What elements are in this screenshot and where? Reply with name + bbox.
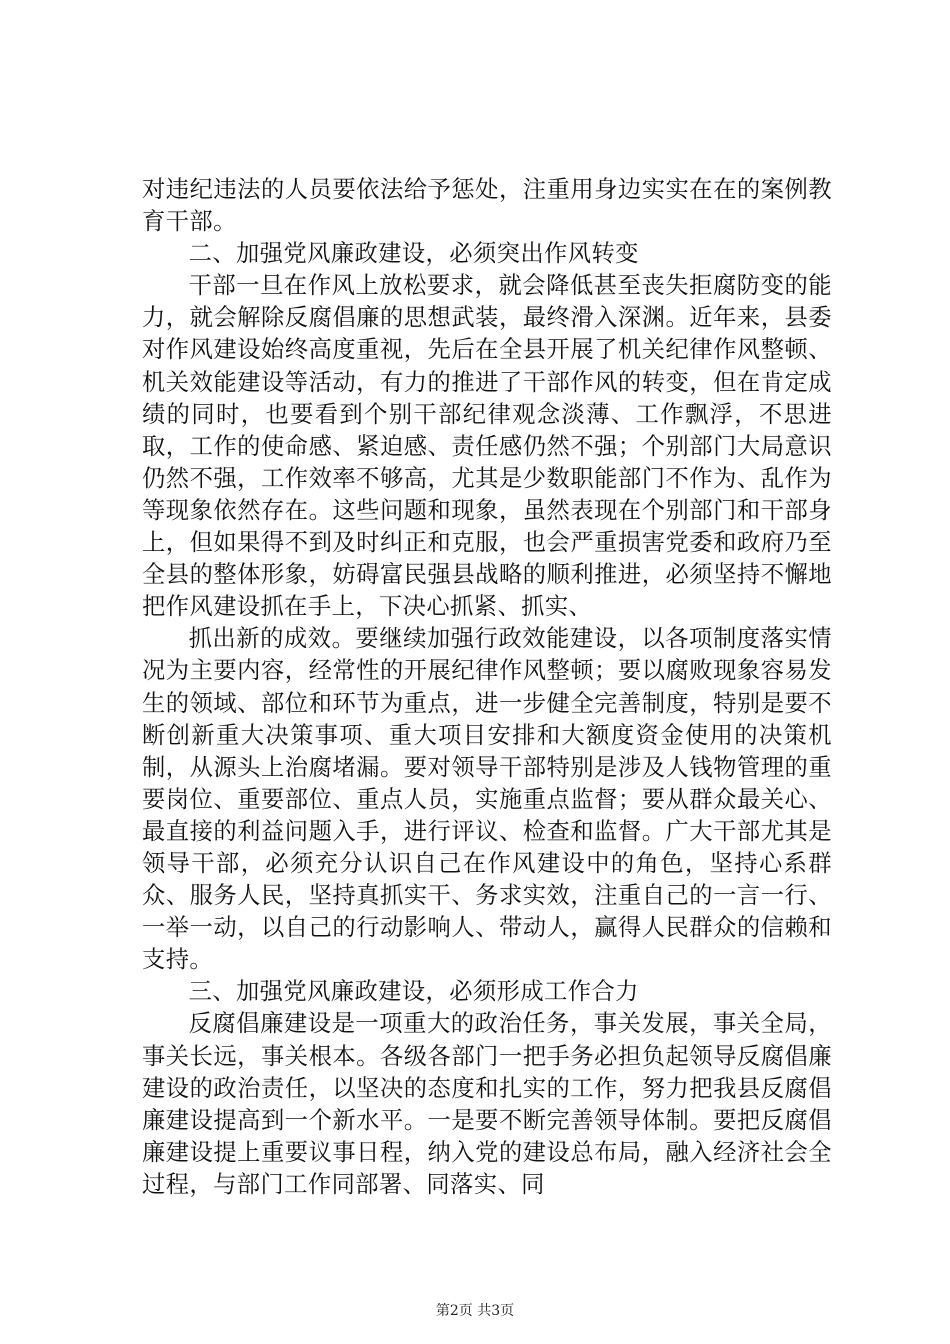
page-number-label: 第2页 共3页 — [435, 1303, 515, 1319]
section-heading-3: 三、加强党风廉政建设，必须形成工作合力 — [188, 978, 639, 1006]
paragraph-new-results: 抓出新的成效。要继续加强行政效能建设，以各项制度落实情况为主要内容，经常性的开展纪律作风整顿；要以腐败现象容易发生的领域、部位和环节为重点，进一步健全完善制度，特别是要不断创新重大决策事项、重大项目安排和大额度资金使用的决策机制，从源头上治腐堵漏。要对领导干部特别是涉及人钱物管理的重要岗位、重要部位、重点人员，实施重点监督；要从群众最关心、最直接的利益问题入手，进行评议、检查和监督。广大干部尤其是领导干部，必须充分认识自己在作风建设中的角色，坚持心系群众、服务人民，坚持真抓实干、务求实效，注重自己的一言一行、一举一动，以自己的行动影响人、带动人，赢得人民群众的信赖和支持。 — [142, 625, 832, 974]
section-heading-2: 二、加强党风廉政建设，必须突出作风转变 — [188, 240, 639, 268]
page-footer — [0, 1300, 950, 1320]
document-body — [142, 174, 832, 1201]
paragraph-continued: 对违纪违法的人员要依法给予惩处，注重用身边实实在在的案例教育干部。 — [142, 176, 832, 236]
paragraph-work-style: 干部一旦在作风上放松要求，就会降低甚至丧失拒腐防变的能力，就会解除反腐倡廉的思想武装，最终滑入深渊。近年来，县委对作风建设始终高度重视，先后在全县开展了机关纪律作风整顿、机关效能建设等活动，有力的推进了干部作风的转变，但在肯定成绩的同时，也要看到个别干部纪律观念淡薄、工作飘浮，不思进取，工作的使命感、紧迫感、责任感仍然不强；个别部门大局意识仍然不强，工作效率不够高，尤其是少数职能部门不作为、乱作为等现象依然存在。这些问题和现象，虽然表现在个别部门和干部身上，但如果得不到及时纠正和克服，也会严重损害党委和政府乃至全县的整体形象，妨碍富民强县战略的顺利推进，必须坚持不懈地把作风建设抓在手上，下决心抓紧、抓实、 — [142, 272, 832, 621]
paragraph-anti-corruption: 反腐倡廉建设是一项重大的政治任务，事关发展，事关全局，事关长远，事关根本。各级各部门一把手务必担负起领导反腐倡廉建设的政治责任，以坚决的态度和扎实的工作，努力把我县反腐倡廉建设提高到一个新水平。一是要不断完善领导体制。要把反腐倡廉建设提上重要议事日程，纳入党的建设总布局，融入经济社会全过程，与部门工作同部署、同落实、同 — [142, 1010, 832, 1198]
